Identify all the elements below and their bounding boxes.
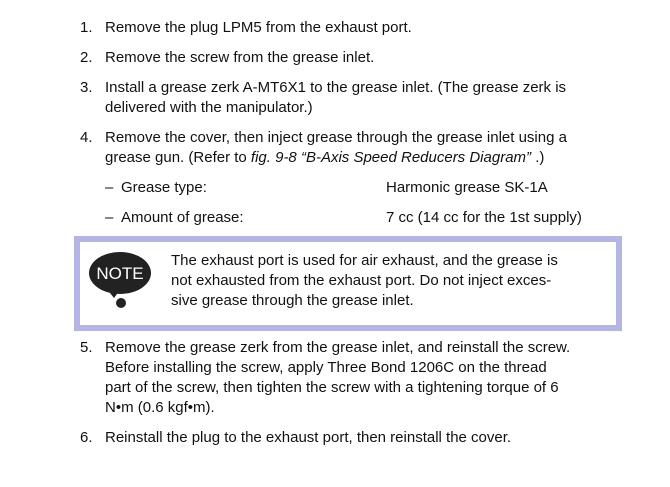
grease-type-label: Grease type: <box>121 179 207 196</box>
step-4-text-suffix: .) <box>531 149 545 166</box>
grease-amount-label: Amount of grease: <box>121 209 244 226</box>
step-6-number: 6. <box>80 429 93 446</box>
step-4-text-prefix: grease gun. (Refer to <box>105 149 251 166</box>
step-1-text: Remove the plug LPM5 from the exhaust port. <box>105 19 412 36</box>
step-5-number: 5. <box>80 339 93 356</box>
step-2-text: Remove the screw from the grease inlet. <box>105 49 375 66</box>
note-text-line-2: not exhausted from the exhaust port. Do not inject exces- <box>171 272 552 289</box>
note-text-line-1: The exhaust port is used for air exhaust, and the grease is <box>171 252 558 269</box>
step-5-text-line-4: N•m (0.6 kgf•m). <box>105 399 215 416</box>
note-icon <box>86 248 156 310</box>
figure-reference-link[interactable]: fig. 9-8 “B-Axis Speed Reducers Diagram” <box>250 149 532 166</box>
step-5-text-line-3: part of the screw, then tighten the screw with a tightening torque of 6 <box>105 379 559 396</box>
step-3-number: 3. <box>80 79 93 96</box>
grease-type-dash: – <box>105 179 114 196</box>
step-2-number: 2. <box>80 49 93 66</box>
grease-amount-value: 7 cc (14 cc for the 1st supply) <box>386 209 582 226</box>
step-4-number: 4. <box>80 129 93 146</box>
grease-type-value: Harmonic grease SK-1A <box>386 179 548 196</box>
step-3-text-line-1: Install a grease zerk A-MT6X1 to the grease inlet. (The grease zerk is <box>105 79 567 96</box>
step-3-text-line-2: delivered with the manipulator.) <box>105 99 313 116</box>
step-6-text: Reinstall the plug to the exhaust port, then reinstall the cover. <box>105 429 512 446</box>
grease-amount-dash: – <box>105 209 114 226</box>
step-5-text-line-1: Remove the grease zerk from the grease inlet, and reinstall the screw. <box>105 339 571 356</box>
step-4-text-line-2 <box>105 148 544 168</box>
note-text-line-3: sive grease through the grease inlet. <box>171 292 414 309</box>
step-5-text-line-2: Before installing the screw, apply Three Bond 1206C on the thread <box>105 359 547 376</box>
step-1-number: 1. <box>80 19 93 36</box>
step-4-text-line-1: Remove the cover, then inject grease through the grease inlet using a <box>105 129 567 146</box>
note-icon-label: NOTE <box>96 264 144 283</box>
